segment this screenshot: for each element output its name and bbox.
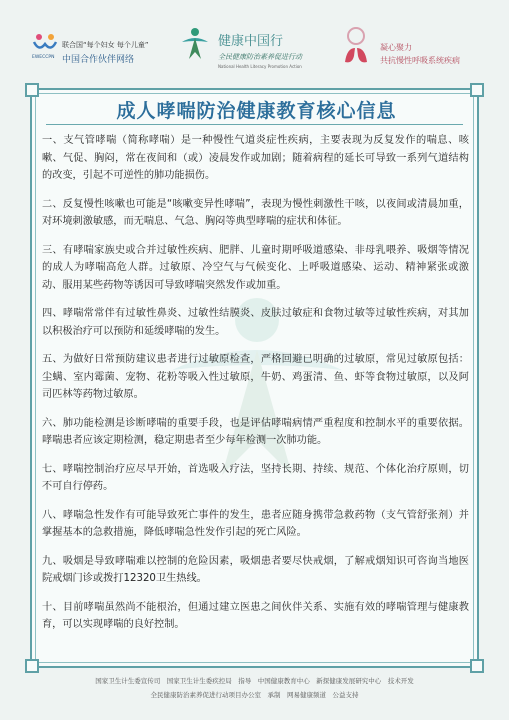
list-item: 二、反复慢性咳嗽也可能是“咳嗽变异性哮喘”，表现为慢性刺激性干咳，以夜间或清晨加重，对环境刺激敏感，而无喘息、气急、胸闷等典型哮喘的症状和体征。 [42,198,469,227]
frame-corner [470,83,484,97]
list-item: 四、哮喘常常伴有过敏性鼻炎、过敏性结膜炎、皮肤过敏症和食物过敏等过敏性疾病，对其加以积极治疗可以预防和延缓哮喘的发生。 [42,308,469,337]
list-item: 一、支气管哮喘（简称哮喘）是一种慢性气道炎症性疾病，主要表现为反复发作的喘息、咳嗽、气促、胸闷，常在夜间和（或）凌晨发作或加剧；随着病程的延长可导致一系列气道结构的改变，引起不可逆性的肺功能损伤。 [42,135,469,181]
footer-credits-line1: 国家卫生计生委宣传司 国家卫生计生委疾控局 指导 中国健康教育中心 新探健康发展研究中心 技术开发 [95,677,414,685]
list-item: 六、肺功能检测是诊断哮喘的重要手段，也是评估哮喘病情严重程度和控制水平的重要依据。哮喘患者应该定期检测，稳定期患者至少每年检测一次肺功能。 [42,417,469,446]
footer [0,676,509,699]
lungs-logo-text [380,42,460,66]
title-divider [46,124,463,125]
ewec-abbr: EWECCPN [32,55,55,60]
frame-corner [470,659,484,673]
health-china-logo-text [218,30,302,69]
frame-corner [25,659,39,673]
page-title: 成人哮喘防治健康教育核心信息 [116,100,397,122]
health-china-title: 健康中国行 [218,34,284,49]
core-message-list [42,132,469,645]
list-item: 三、有哮喘家族史或合并过敏性疾病、肥胖、儿童时期呼吸道感染、非母乳喂养、吸烟等情况的成人为哮喘高危人群。过敏原、冷空气与气候变化、上呼吸道感染、运动、精神紧张或激动、服用某些药物等诱因可导致哮喘突然发作或加重。 [42,244,469,291]
ewec-logo-text [62,40,148,65]
health-china-english: National Health Literacy Promotion Action [218,64,302,69]
list-item: 五、为做好日常预防建议患者进行过敏原检查，严格回避已明确的过敏原，常见过敏原包括：尘螨、室内霉菌、宠物、花粉等吸入性过敏原，牛奶、鸡蛋清、鱼、虾等食物过敏原，以及阿司匹林等药物过敏原。 [42,354,469,400]
footer-credits-line2: 全民健康防治素养促进行动项目办公室 承制 网易健康频道 公益支持 [150,691,359,699]
list-item: 十、目前哮喘虽然尚不能根治，但通过建立医患之间伙伴关系、实施有效的哮喘管理与健康教育，可以实现哮喘的良好控制。 [42,601,469,630]
header [0,0,509,82]
list-item: 八、哮喘急性发作有可能导致死亡事件的发生，患者应随身携带急救药物（支气管舒张剂）并掌握基本的急救措施，降低哮喘急性发作引起的死亡风险。 [42,509,469,538]
ewec-logo-main: 中国合作伙伴网络 [62,55,135,65]
list-item: 九、吸烟是导致哮喘难以控制的危险因素，吸烟患者要尽快戒烟，了解戒烟知识可咨询当地医院戒烟门诊或拨打12320卫生热线。 [42,555,469,584]
list-item: 七、哮喘控制治疗应尽早开始，首选吸入疗法，坚持长期、持续、规范、个体化治疗原则，切不可自行停药。 [42,463,469,492]
health-china-slogan: 全民健康防治素养促进行动 [218,53,302,61]
ewec-logo-icon [30,32,60,60]
lungs-logo-line1: 凝心聚力 [380,43,412,52]
ewec-logo-small: 联合国“每个妇女 每个儿童” [62,41,149,49]
content-frame [30,88,479,668]
lungs-logo-line2: 共抗慢性呼吸系统疾病 [380,56,460,65]
lungs-logo-icon [338,26,374,66]
frame-corner [25,83,39,97]
health-china-logo-icon [178,26,212,62]
